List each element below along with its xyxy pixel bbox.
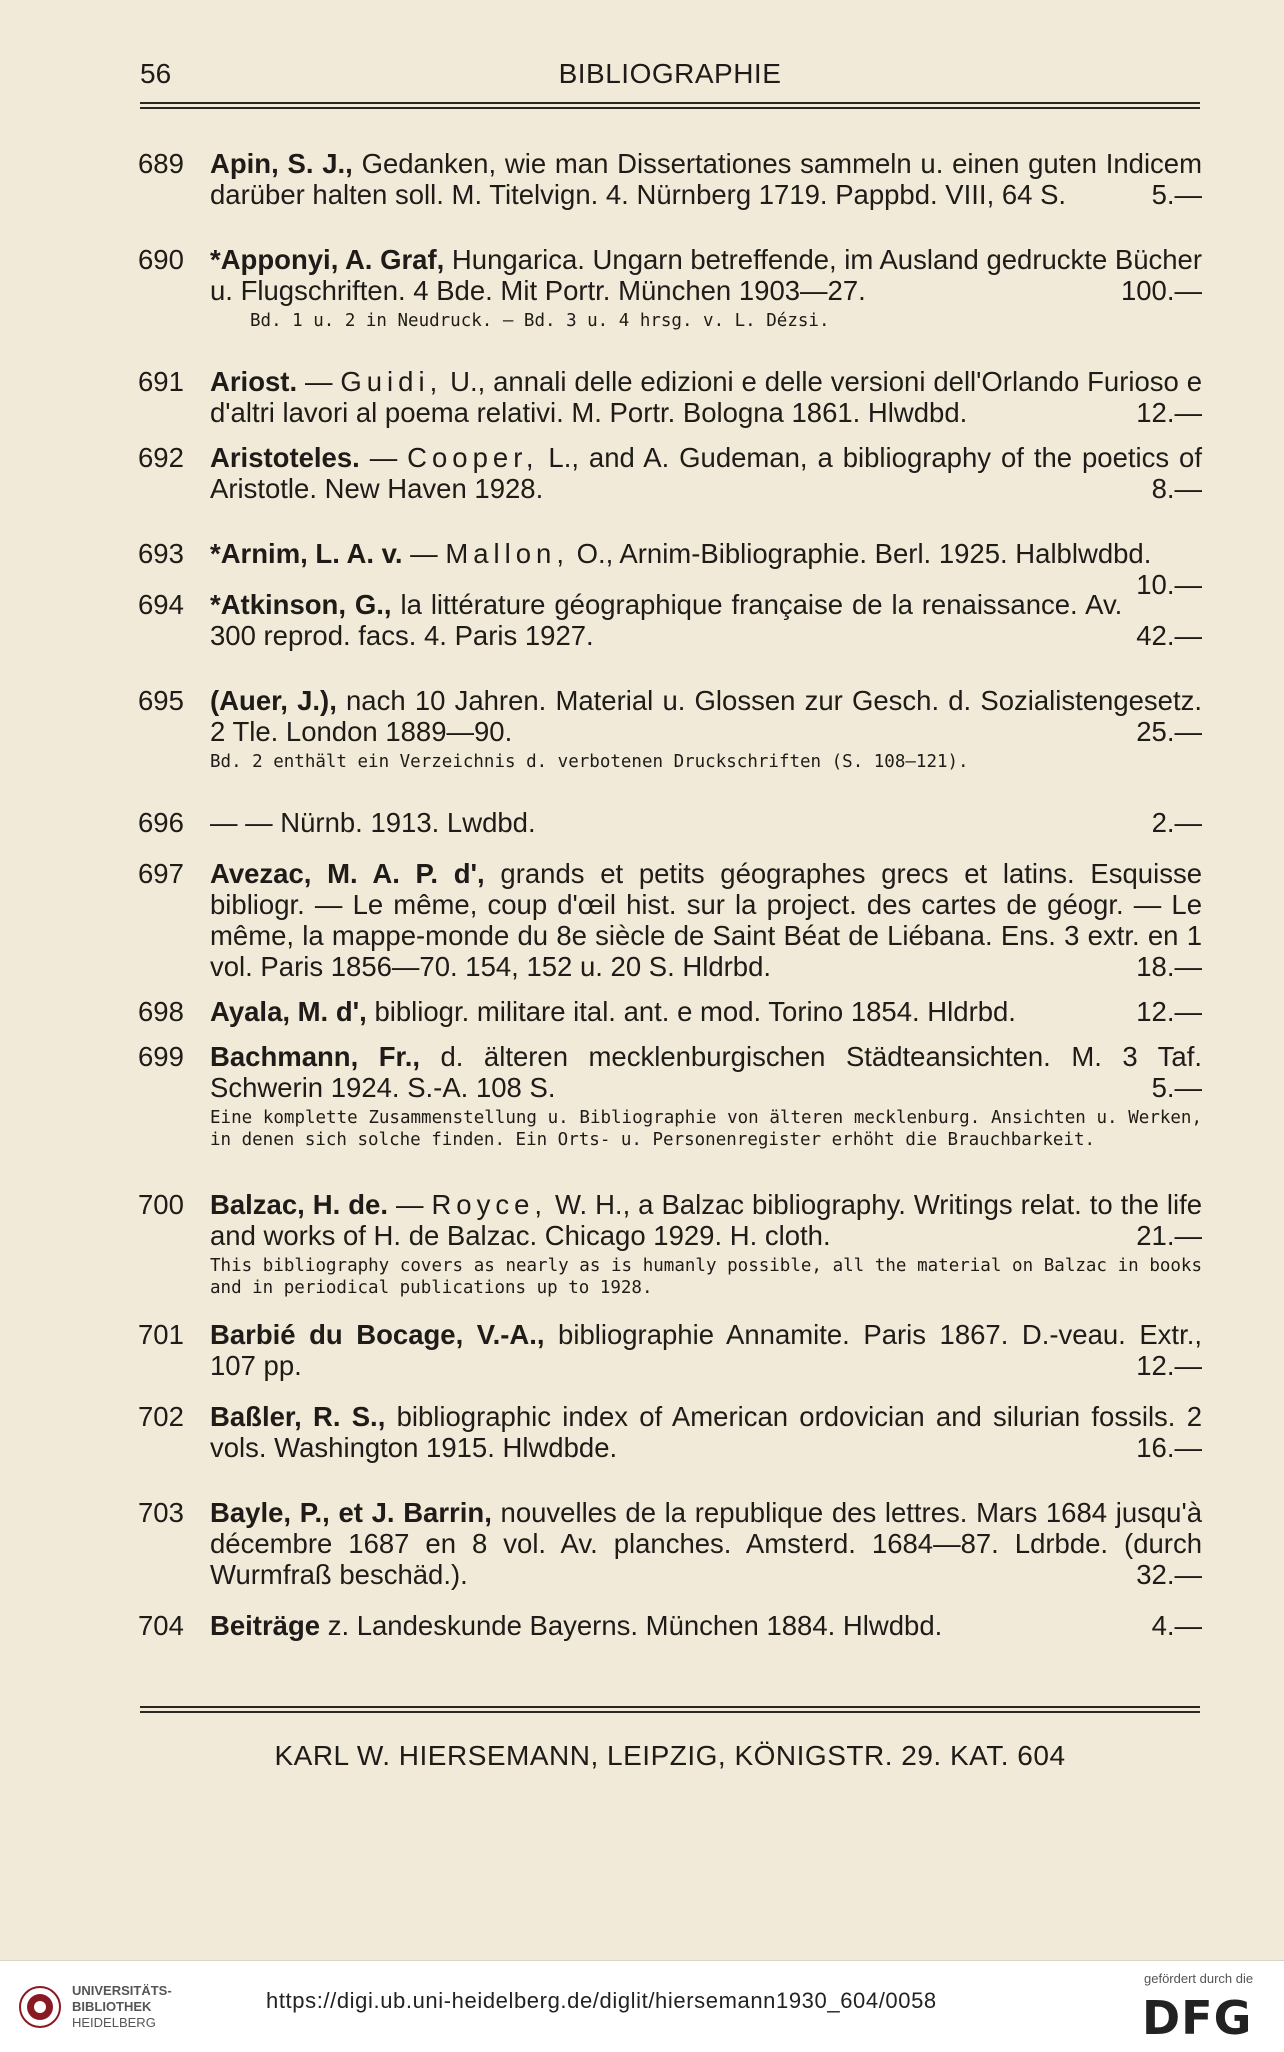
entry-number: 701 bbox=[138, 1319, 184, 1350]
entry-text: Gedanken, wie man Dissertationes sammeln u. einen guten Indicem darüber halten soll. M. Titelvign. 4. Nürnberg 1719. Pappbd. VIII, 64 S. bbox=[210, 148, 1203, 210]
bibliography-entries bbox=[138, 148, 1202, 1641]
entry-author: Baßler, R. S., bbox=[210, 1401, 386, 1432]
entry-number: 704 bbox=[138, 1610, 184, 1641]
funded-by-label: gefördert durch die bbox=[1144, 1971, 1254, 1986]
entry-author: Avezac, M. A. P. d', bbox=[210, 858, 485, 889]
library-line-2: BIBLIOTHEK bbox=[72, 1999, 152, 2014]
entry-text: z. Landeskunde Bayerns. München 1884. Hlwdbd. bbox=[327, 1610, 943, 1641]
entry-text: d. älteren mecklenburgischen Städteansichten. M. 3 Taf. Schwerin 1924. S.-A. 108 S. bbox=[210, 1041, 1202, 1103]
entry-price: 4.— bbox=[1151, 1610, 1202, 1641]
entry-author: Ayala, M. d', bbox=[210, 996, 367, 1027]
entry-price: 12.— bbox=[1136, 1350, 1202, 1381]
bibliography-entry bbox=[138, 538, 1202, 600]
entry-author: Beiträge bbox=[210, 1610, 321, 1641]
entry-number: 697 bbox=[138, 858, 184, 889]
entry-number: 692 bbox=[138, 442, 184, 473]
entry-author: Balzac, H. de. bbox=[210, 1189, 388, 1220]
bibliography-entry bbox=[138, 807, 1202, 838]
entry-note: Bd. 1 u. 2 in Neudruck. — Bd. 3 u. 4 hrsg. v. L. Dézsi. bbox=[250, 311, 830, 331]
university-seal-icon bbox=[18, 1985, 62, 2029]
entry-number: 699 bbox=[138, 1041, 184, 1072]
bibliography-entry bbox=[138, 442, 1202, 504]
dfg-logo: DFG bbox=[1142, 1991, 1253, 2045]
catalog-imprint: KARL W. HIERSEMANN, LEIPZIG, KÖNIGSTR. 29. KAT. 604 bbox=[274, 1740, 1066, 1771]
entry-price: 8.— bbox=[1151, 473, 1202, 504]
entry-body bbox=[210, 858, 1202, 982]
entry-price: 42.— bbox=[1136, 620, 1202, 651]
entry-note: Bd. 2 enthält ein Verzeichnis d. verbotenen Druckschriften (S. 108—121). bbox=[210, 752, 969, 772]
entry-text: nach 10 Jahren. Material u. Glossen zur Gesch. d. Sozialistengesetz. 2 Tle. London 1889—90. bbox=[210, 685, 1202, 747]
viewer-bar bbox=[0, 1960, 1284, 2052]
entry-author: Apin, S. J., bbox=[210, 148, 353, 179]
entry-text: Hungarica. Ungarn betreffende, im Ausland gedruckte Bücher u. Flugschriften. 4 Bde. Mit Portr. München 1903—27. bbox=[210, 244, 1203, 306]
entry-body bbox=[210, 1319, 1202, 1381]
entry-text: nouvelles de la republique des lettres. Mars 1684 jusqu'à décembre 1687 en 8 vol. Av. planches. Amsterd. 1684—87. Ldrbde. (durch Wurmfraß beschäd.). bbox=[210, 1497, 1203, 1590]
entry-price: 5.— bbox=[1151, 179, 1202, 210]
page-header bbox=[140, 58, 1200, 98]
entry-text: grands et petits géographes grecs et latins. Esquisse bibliogr. — Le même, coup d'œil hist. sur la project. des cartes de géogr. — Le même, la mappe-monde du 8e siècle de Saint Béat de Liébana. Ens. 3 extr. en 1 vol. Paris 1856—70. 154, 152 u. 20 S. Hldrbd. bbox=[210, 858, 1202, 982]
entry-number: 694 bbox=[138, 589, 184, 620]
running-head: BIBLIOGRAPHIE bbox=[558, 58, 782, 89]
entry-note: This bibliography covers as nearly as is humanly possible, all the material on Balzac in books and in periodical publications up to 1928. bbox=[210, 1256, 1202, 1298]
entry-body bbox=[210, 1041, 1202, 1103]
bibliography-entry bbox=[138, 685, 1202, 773]
entry-author: Bachmann, Fr., bbox=[210, 1041, 420, 1072]
entry-number: 689 bbox=[138, 148, 184, 179]
entry-price: 18.— bbox=[1136, 951, 1202, 982]
entry-text: W. H., a Balzac bibliography. Writings relat. to the life and works of H. de Balzac. Chicago 1929. H. cloth. bbox=[210, 1189, 1203, 1251]
entry-price: 5.— bbox=[1151, 1072, 1202, 1103]
entry-body bbox=[210, 442, 1202, 504]
footer-rule bbox=[140, 1706, 1200, 1713]
entry-body bbox=[210, 244, 1202, 306]
entry-author: Bayle, P., et J. Barrin, bbox=[210, 1497, 492, 1528]
entry-price: 100.— bbox=[1120, 275, 1202, 306]
entry-author: *Arnim, L. A. v. bbox=[210, 538, 403, 569]
bibliography-entry bbox=[138, 244, 1202, 332]
entry-related-author: Mallon, bbox=[445, 538, 569, 569]
entry-body bbox=[210, 1401, 1202, 1463]
entry-number: 702 bbox=[138, 1401, 184, 1432]
entry-body bbox=[210, 685, 1202, 747]
library-line-1: UNIVERSITÄTS- bbox=[72, 1983, 172, 1998]
entry-author: *Atkinson, G., bbox=[210, 589, 392, 620]
bibliography-entry bbox=[138, 996, 1202, 1027]
entry-author: Aristoteles. bbox=[210, 442, 360, 473]
entry-related-author: Cooper, bbox=[407, 442, 539, 473]
bibliography-entry bbox=[138, 1401, 1202, 1463]
entry-author: Ariost. bbox=[210, 366, 298, 397]
bibliography-entry bbox=[138, 858, 1202, 982]
entry-text: L., and A. Gudeman, a bibliography of the poetics of Aristotle. New Haven 1928. bbox=[210, 442, 1202, 504]
bibliography-entry bbox=[138, 1497, 1202, 1590]
entry-number: 696 bbox=[138, 807, 184, 838]
entry-dash: — bbox=[304, 366, 341, 397]
bibliography-entry bbox=[138, 589, 1202, 651]
entry-body bbox=[210, 538, 1202, 600]
permalink-url[interactable]: https://digi.ub.uni-heidelberg.de/diglit/hiersemann1930_604/0058 bbox=[266, 1988, 937, 2013]
entry-body bbox=[210, 589, 1202, 651]
entry-price: 12.— bbox=[1136, 397, 1202, 428]
bibliography-entry bbox=[138, 148, 1202, 210]
bibliography-entry bbox=[138, 1319, 1202, 1381]
entry-text: O., Arnim-Bibliographie. Berl. 1925. Halblwdbd. bbox=[568, 538, 1152, 569]
entry-price: 12.— bbox=[1136, 996, 1202, 1027]
entry-number: 690 bbox=[138, 244, 184, 275]
entry-text: U., annali delle edizioni e delle versioni dell'Orlando Furioso e d'altri lavori al poema relativi. M. Portr. Bologna 1861. Hlwdbd. bbox=[210, 366, 1203, 428]
entry-price: 25.— bbox=[1136, 716, 1202, 747]
library-line-3: HEIDELBERG bbox=[72, 2015, 156, 2030]
entry-number: 700 bbox=[138, 1189, 184, 1220]
bibliography-entry bbox=[138, 1610, 1202, 1641]
entry-number: 691 bbox=[138, 366, 184, 397]
bibliography-entry bbox=[138, 1041, 1202, 1151]
entry-author: Barbié du Bocage, V.-A., bbox=[210, 1319, 545, 1350]
entry-body bbox=[210, 148, 1202, 210]
entry-body bbox=[210, 807, 1202, 838]
entry-price: 21.— bbox=[1136, 1220, 1202, 1251]
entry-price: 10.— bbox=[1136, 569, 1202, 600]
entry-text: la littérature géographique française de la renaissance. Av. 300 reprod. facs. 4. Paris 1927. bbox=[210, 589, 1123, 651]
entry-dash: — bbox=[410, 538, 446, 569]
entry-dash: — bbox=[395, 1189, 432, 1220]
entry-price: 16.— bbox=[1136, 1432, 1202, 1463]
entry-body bbox=[210, 1189, 1202, 1251]
entry-text: bibliographic index of American ordovician and silurian fossils. 2 vols. Washington 1915. Hlwdbde. bbox=[210, 1401, 1202, 1463]
entry-number: 698 bbox=[138, 996, 184, 1027]
entry-related-author: Royce, bbox=[431, 1189, 548, 1220]
entry-price: 32.— bbox=[1136, 1559, 1202, 1590]
entry-body bbox=[210, 1610, 1202, 1641]
header-rule bbox=[140, 102, 1200, 109]
entry-dash: — bbox=[369, 442, 408, 473]
entry-author: *Apponyi, A. Graf, bbox=[210, 244, 445, 275]
bibliography-entry bbox=[138, 366, 1202, 428]
entry-text: bibliographie Annamite. Paris 1867. D.-veau. Extr., 107 pp. bbox=[210, 1319, 1202, 1381]
entry-number: 695 bbox=[138, 685, 184, 716]
page-number: 56 bbox=[140, 58, 172, 89]
entry-body bbox=[210, 366, 1202, 428]
library-name bbox=[72, 1983, 172, 2031]
entry-text: — — Nürnb. 1913. Lwdbd. bbox=[210, 807, 536, 838]
entry-number: 693 bbox=[138, 538, 184, 569]
entry-text: bibliogr. militare ital. ant. e mod. Torino 1854. Hldrbd. bbox=[374, 996, 1016, 1027]
entry-price: 2.— bbox=[1151, 807, 1202, 838]
entry-number: 703 bbox=[138, 1497, 184, 1528]
entry-body bbox=[210, 1497, 1202, 1590]
bibliography-entry bbox=[138, 1189, 1202, 1299]
entry-related-author: Guidi, bbox=[340, 366, 443, 397]
entry-author: (Auer, J.), bbox=[210, 685, 337, 716]
entry-note: Eine komplette Zusammenstellung u. Bibliographie von älteren mecklenburg. Ansichten u. Werken, in denen sich solche finden. Ein Orts- u. Personenregister erhöht die Brauchbarkeit. bbox=[210, 1108, 1202, 1150]
entry-body bbox=[210, 996, 1202, 1027]
